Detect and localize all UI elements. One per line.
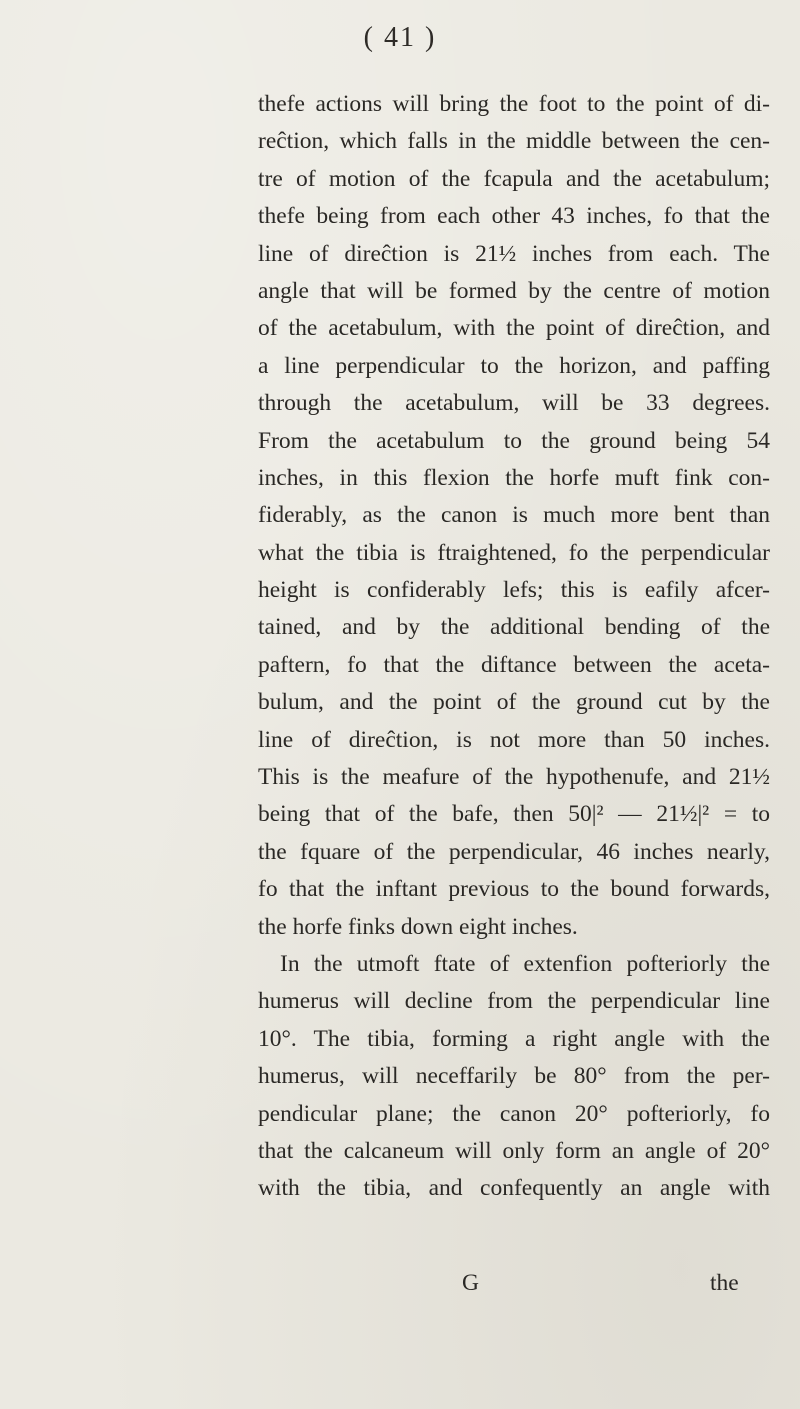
text-line: height is confiderably lefs; this is eafily afcer- <box>258 577 770 604</box>
signature-mark: G <box>462 1270 479 1296</box>
text-line: reĉtion, which falls in the middle between the cen- <box>258 128 770 155</box>
text-line: what the tibia is ftraightened, fo the perpendicular <box>258 539 770 566</box>
text-line: being that of the bafe, then 50|² — 21½|² = to <box>258 801 770 828</box>
text-line: In the utmoft ftate of extenfion pofteriorly the <box>280 950 770 977</box>
text-line: a line perpendicular to the horizon, and paffing <box>258 352 770 379</box>
text-line: with the tibia, and confequently an angle with <box>258 1175 770 1202</box>
text-line: angle that will be formed by the centre of motion <box>258 277 770 304</box>
text-line: humerus will decline from the perpendicular line <box>258 988 770 1015</box>
text-line: inches, in this flexion the horfe muft fink con- <box>258 464 770 491</box>
page-number: ( 41 ) <box>363 22 437 53</box>
text-line: that the calcaneum will only form an angle of 20° <box>258 1137 770 1164</box>
text-line: tre of motion of the fcapula and the acetabulum; <box>258 165 770 192</box>
text-line: line of direĉtion is 21½ inches from each. The <box>258 240 770 267</box>
text-line: fo that the inftant previous to the bound forwards, <box>258 876 770 903</box>
text-line: of the acetabulum, with the point of direĉtion, and <box>258 315 770 342</box>
text-line: From the acetabulum to the ground being 54 <box>258 427 770 454</box>
text-line: This is the meafure of the hypothenufe, and 21½ <box>258 764 770 791</box>
text-line: pendicular plane; the canon 20° pofteriorly, fo <box>258 1100 770 1127</box>
text-line: thefe actions will bring the foot to the point of di- <box>258 91 770 117</box>
text-line: the fquare of the perpendicular, 46 inches nearly, <box>258 838 770 865</box>
text-line: the horfe finks down eight inches. <box>258 913 578 940</box>
text-line: through the acetabulum, will be 33 degrees. <box>258 390 770 417</box>
text-line: paftern, fo that the diftance between the aceta- <box>258 651 770 678</box>
text-line: bulum, and the point of the ground cut by the <box>258 689 770 716</box>
text-line: fiderably, as the canon is much more bent than <box>258 502 770 529</box>
text-line: line of direĉtion, is not more than 50 inches. <box>258 726 770 753</box>
text-line: thefe being from each other 43 inches, fo that the <box>258 203 770 230</box>
text-line: 10°. The tibia, forming a right angle with the <box>258 1025 770 1052</box>
body-text <box>258 86 770 1208</box>
text-line: tained, and by the additional bending of the <box>258 614 770 641</box>
catchword: the <box>710 1270 739 1296</box>
text-line: humerus, will neceffarily be 80° from the per- <box>258 1063 770 1090</box>
